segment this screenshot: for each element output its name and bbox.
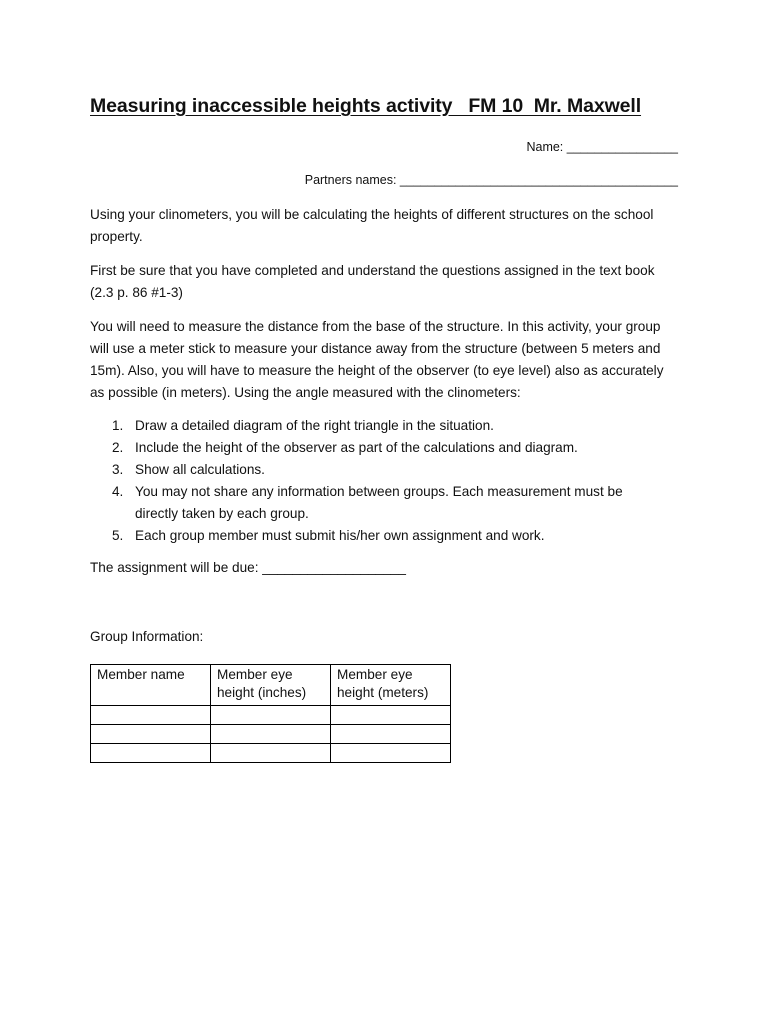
table-cell [91,706,211,725]
table-cell [331,744,451,763]
table-cell [211,744,331,763]
list-item [90,525,650,547]
list-item-text: You may not share any information between groups. Each measurement must be directly taken by each group. [135,484,623,521]
table-cell [331,725,451,744]
instructions-paragraph: You will need to measure the distance from the base of the structure. In this activity, your group will use a meter stick to measure your distance away from the structure (between 5 meters and 15m). Also, you will have to measure the height of the observer (to eye level) also as accurately as possible (in meters). Using the angle measured with the clinometers: [90,319,664,400]
table-cell [211,706,331,725]
textbook-paragraph: First be sure that you have completed and understand the questions assigned in the text book (2.3 p. 86 #1-3) [90,263,655,300]
table-header-row [91,665,451,706]
list-item [90,481,650,525]
list-item-number: 1. [112,418,124,433]
list-item-text: Each group member must submit his/her own assignment and work. [135,528,545,543]
name-blank-line: Name: ________________ [526,140,678,154]
column-header-eye-height-meters: Member eye height (meters) [331,665,451,706]
list-item [90,437,650,459]
table-row [91,744,451,763]
table-cell [91,744,211,763]
list-item-number: 3. [112,462,124,477]
list-item-text: Draw a detailed diagram of the right triangle in the situation. [135,418,494,433]
list-item [90,415,650,437]
table-cell [211,725,331,744]
partners-blank-line: Partners names: ________________________________________ [304,173,678,187]
group-information-table [90,664,451,763]
steps-list [90,415,650,547]
list-item-text: Include the height of the observer as part of the calculations and diagram. [135,440,578,455]
column-header-member-name: Member name [91,665,211,706]
document-title: Measuring inaccessible heights activity FM 10 Mr. Maxwell [90,95,642,117]
column-header-eye-height-inches: Member eye height (inches) [211,665,331,706]
list-item-number: 2. [112,440,124,455]
table-cell [91,725,211,744]
list-item [90,459,650,481]
intro-paragraph: Using your clinometers, you will be calculating the heights of different structures on the school property. [90,207,654,244]
list-item-text: Show all calculations. [135,462,265,477]
due-date-line: The assignment will be due: ___________________ [90,560,406,575]
list-item-number: 4. [112,484,124,499]
table-cell [331,706,451,725]
list-item-number: 5. [112,528,124,543]
table-row [91,725,451,744]
table-row [91,706,451,725]
group-information-label: Group Information: [90,629,204,644]
